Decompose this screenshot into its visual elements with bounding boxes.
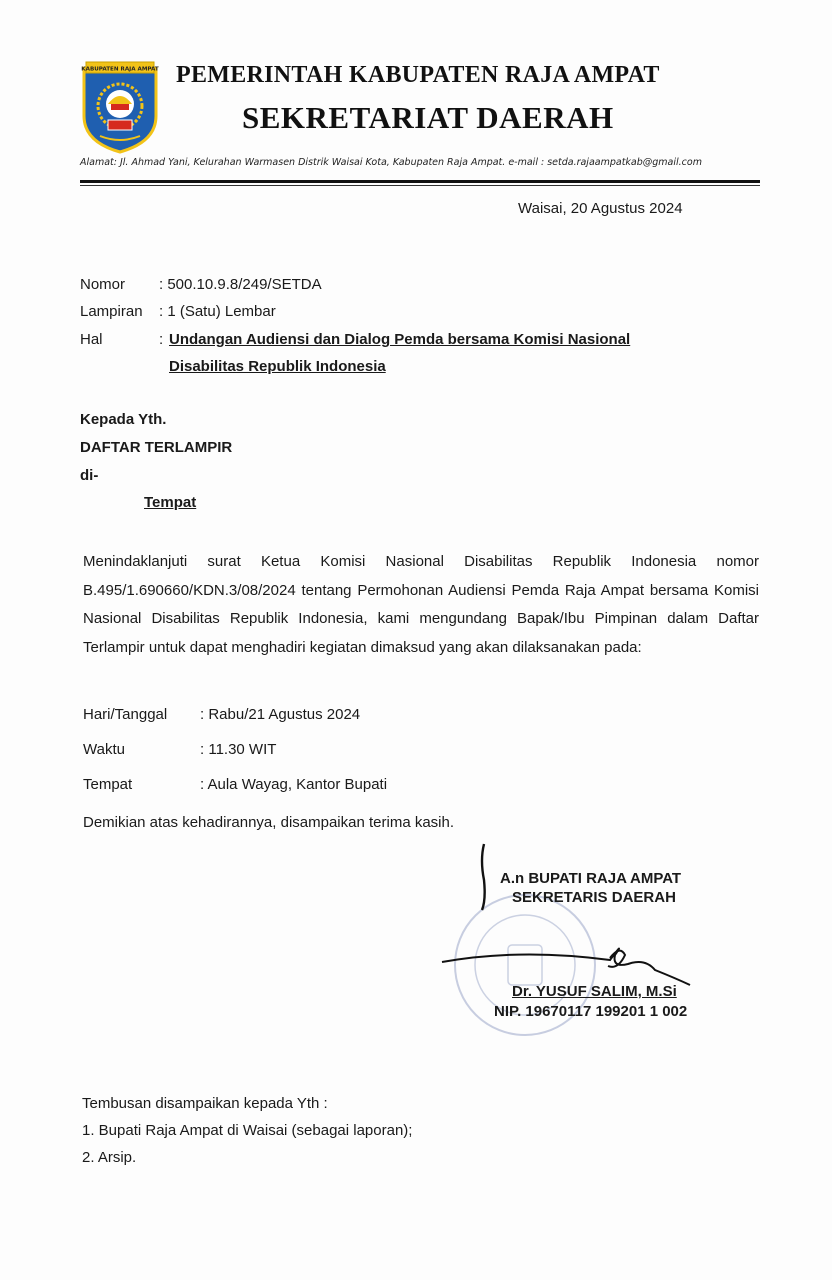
signatory-name: Dr. YUSUF SALIM, M.Si	[512, 983, 677, 1000]
nomor-value: : 500.10.9.8/249/SETDA	[159, 276, 322, 293]
hal-label: Hal	[80, 331, 103, 348]
letter-date: Waisai, 20 Agustus 2024	[518, 200, 683, 217]
recipient-place: Tempat	[144, 494, 197, 511]
letterhead-rule-thick	[80, 180, 760, 183]
body-paragraph: Menindaklanjuti surat Ketua Komisi Nasional Disabilitas Republik Indonesia nomor B.495/1.690660/KDN.3/08/2024 tentang Permohonan Audiensi Pemda Raja Ampat bersama Komisi Nasional Disabilitas Republik Indonesia, kami mengundang Bapak/Ibu Pimpinan dalam Daftar Terlampir untuk dapat menghadiri kegiatan dimaksud yang akan dilaksanakan pada:	[83, 553, 759, 656]
svg-text:KABUPATEN RAJA AMPAT: KABUPATEN RAJA AMPAT	[81, 66, 159, 73]
closing-sentence: Demikian atas kehadirannya, disampaikan terima kasih.	[83, 814, 455, 831]
cc-item: 1. Bupati Raja Ampat di Waisai (sebagai laporan);	[82, 1122, 413, 1139]
signatory-position: SEKRETARIS DAERAH	[512, 889, 676, 906]
lampiran-label: Lampiran	[80, 303, 143, 320]
recipient-name: DAFTAR TERLAMPIR	[80, 439, 233, 456]
event-day-label: Hari/Tanggal	[83, 706, 168, 723]
event-place-label: Tempat	[83, 776, 133, 793]
letterhead-rule-thin	[80, 185, 760, 186]
nomor-label: Nomor	[80, 276, 126, 293]
subject-line-1: Undangan Audiensi dan Dialog Pemda bersama Komisi Nasional	[169, 331, 631, 348]
signatory-nip: NIP. 19670117 199201 1 002	[494, 1003, 688, 1020]
event-time-value: : 11.30 WIT	[200, 741, 277, 758]
signatory-title: A.n BUPATI RAJA AMPAT	[500, 870, 682, 887]
event-day-value: : Rabu/21 Agustus 2024	[200, 706, 361, 723]
letterhead-office: SEKRETARIAT DAERAH	[242, 100, 614, 135]
recipient-di: di-	[80, 467, 99, 484]
lampiran-value: : 1 (Satu) Lembar	[159, 303, 276, 320]
cc-item: 2. Arsip.	[82, 1149, 137, 1166]
subject-line-2: Disabilitas Republik Indonesia	[169, 358, 386, 375]
event-place-value: : Aula Wayag, Kantor Bupati	[200, 776, 388, 793]
hal-colon: :	[159, 331, 164, 348]
letterhead-address: Alamat: Jl. Ahmad Yani, Kelurahan Warmasen Distrik Waisai Kota, Kabupaten Raja Ampat. e-mail : setda.rajaampatkab@gmail.com	[80, 157, 702, 168]
letterhead-government: PEMERINTAH KABUPATEN RAJA AMPAT	[176, 62, 660, 88]
cc-title: Tembusan disampaikan kepada Yth :	[82, 1095, 328, 1112]
recipient-salutation: Kepada Yth.	[80, 411, 167, 428]
raja-ampat-emblem-icon	[80, 58, 160, 154]
event-time-label: Waktu	[83, 741, 125, 758]
